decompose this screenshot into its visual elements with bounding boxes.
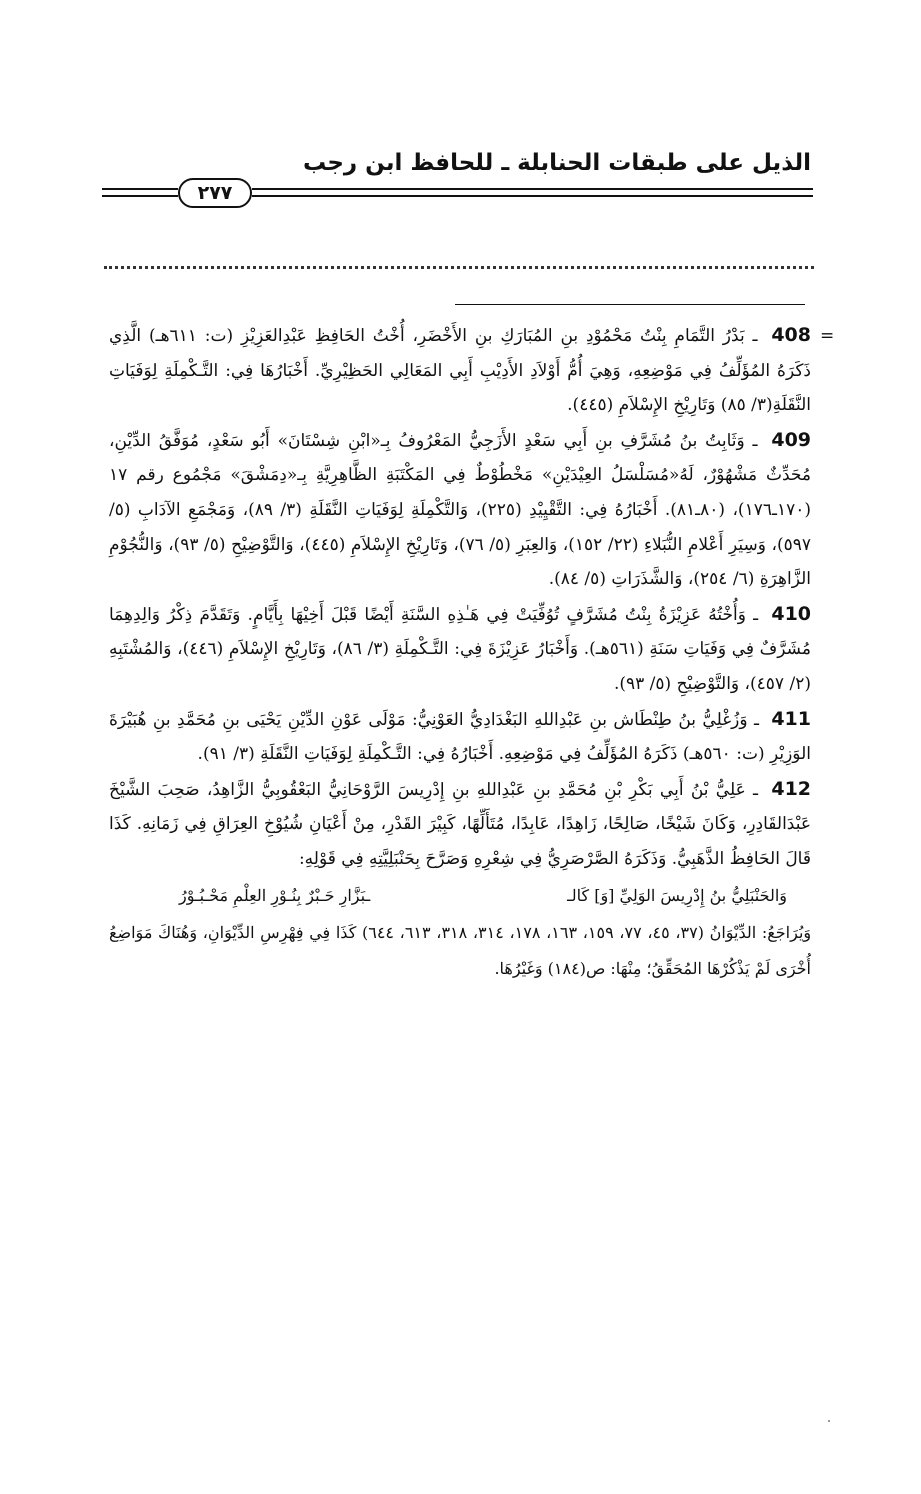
header-rule-right — [252, 188, 813, 197]
page-number: ٢٧٧ — [178, 178, 252, 208]
verse-second-hemistich: ـبَزَّارِ حَـبْرٌ بِنُـوْرِ العِلْمِ مَحْـبُـوْرُ — [179, 885, 371, 905]
entry-number: 411 — [771, 707, 811, 730]
entry-number: 410 — [771, 602, 812, 625]
entry-text: ـ بَدْرُ التَّمَامِ بِنْتُ مَحْمُوْدِ بنِ المُبَارَكِ بنِ الأَخْضَرِ، أُخْتُ الحَافِظِ عَبْدِالعَزِيْزِ (ت: ٦١١هـ) الَّذِي ذَكَرَهُ المُؤَلِّفُ فِي مَوْضِعِهِ، وَهِيَ أُمُّ أَوْلاَدِ الأَدِيْبِ أَبِي المَعَالِي الحَظِيْرِيِّ. أَخْبَارُهَا فِي: التَّـكْمِلَةِ لِوَفَيَاتِ النَّقَلَةِ(٣/ ٨٥) وَتَارِيْخِ الإِسْلاَمِ (٤٤٥). — [109, 326, 811, 416]
header-rule-left — [102, 188, 178, 197]
dotted-separator — [104, 266, 814, 269]
entry-text: ـ وَثَابِتُ بنُ مُشَرَّفِ بنِ أَبِي سَعْدٍ الأَزَجِيُّ المَعْرُوفُ بِـ«ابْنِ شِسْتَانَ» أَبُو سَعْدٍ، مُوَفَّقُ الدِّيْنِ، مُحَدِّثٌ مَشْهُوْرٌ، لَهُ«مُسَلْسَلُ العِيْدَيْنِ» مَخْطُوْطٌ فِي المَكْتَبَةِ الظَّاهِرِيَّةِ بِـ«دِمَشْقَ» مَجْمُوع رقم ١٧ (١٧٠ـ١٧٦)، (٨٠ـ٨١). أَخْبَارُهُ فِي: التَّقْيِيْدِ (٢٢٥)، وَالتَّكْمِلَةِ لِوَفَيَاتِ النَّقَلَةِ (٣/ ٨٩)، وَمَجْمَعِ الآدَابِ (٥/ ٥٩٧)، وَسِيَرِ أَعْلامِ النُّبَلاءِ (٢٢/ ١٥٢)، وَالعِبَرِ (٥/ ٧٦)، وَتَارِيْخِ الإِسْلاَمِ (٤٤٥)، وَالتَّوْضِيْحِ (٥/ ٩٣)، وَالنُّجُوْمِ الزَّاهِرَةِ (٦/ ٢٥٤)، وَالشَّذَرَاتِ (٥/ ٨٤). — [109, 430, 812, 590]
entry-text: ـ وَأُخْتُهُ عَزِيْزَةُ بِنْتُ مُشَرَّفٍ تُوُفِّيَتْ فِي هَـٰذِهِ السَّنَةِ أَيْضًا قَبْلَ أَخِيْهَا بِأَيَّامٍ. وَتَقَدَّمَ ذِكْرُ وَالِدِهِمَا مُشَرَّفٌ فِي وَفَيَاتِ سَنَةِ (٥٦١هـ). وَأَخْبَارُ عَزِيْزَةَ فِي: التَّـكْمِلَةِ (٣/ ٨٦)، وَتَارِيْخِ الإِسْلاَمِ (٤٤٦)، وَالمُشْتَبِهِ (٢/ ٤٥٧)، وَالتَّوْضِيْحِ (٥/ ٩٣). — [109, 604, 811, 694]
entry-409 — [109, 423, 811, 597]
entry-408 — [109, 318, 811, 423]
entry-412 — [109, 772, 811, 877]
entry-text: ـ وَزُغْلِيُّ بنُ طِنْطَاش بنِ عَبْدِاللهِ البَغْدَادِيُّ العَوْنِيُّ: مَوْلَى عَوْنِ الدِّيْنِ يَحْيَى بنِ مُحَمَّدِ بنِ هُبَيْرَةَ الوَزِيْرِ (ت: ٥٦٠هـ) ذَكَرَهُ المُؤَلِّفُ فِي مَوْضِعِهِ. أَخْبَارُهُ فِي: التَّـكْمِلَةِ لِوَفَيَاتِ النَّقَلَةِ (٣/ ٩١). — [109, 709, 811, 765]
running-header-title: الذيل على طبقات الحنابلة ـ للحافظ ابن رجب — [302, 150, 811, 176]
entry-number: 412 — [771, 777, 812, 800]
poetry-verse — [109, 877, 811, 915]
references-note: وَيُرَاجَعُ: الدِّيْوَانُ (٣٧، ٤٥، ٧٧، ١٥٩، ١٦٣، ١٧٨، ٣١٤، ٣١٨، ٦١٣، ٦٤٤) كَذَا فِي فِهْرِسِ الدِّيْوَانِ، وَهُنَاكَ مَوَاضِعُ أُخْرَى لَمْ يَذْكُرْهَا المُحَقِّقُ؛ مِنْهَا: ص(١٨٤) وَغَيْرُهَا. — [109, 922, 812, 978]
footnote-rule — [455, 304, 805, 305]
entry-text: ـ عَلِيُّ بْنُ أَبِي بَكْرِ بْنِ مُحَمَّدِ بنِ عَبْدِاللهِ بنِ إِدْرِيسَ الرَّوْحَانِيُّ البَعْقُوبِيُّ الزَّاهِدُ، صَحِبَ الشَّيْخَ عَبْدَالقَادِرِ، وَكَانَ شَيْخًا، صَالِحًا، زَاهِدًا، عَابِدًا، مُتَأَلِّهًا، كَبِيْرَ القَدْرِ، مِنْ أَعْيَانِ شُيُوْخِ العِرَاقِ فِي زَمَانِهِ. كَذَا قَالَ الحَافِظُ الذَّهَبِيُّ. وَذَكَرَهُ الصَّرْصَرِيُّ فِي شِعْرِهِ وَصَرَّحَ بِحَنْبَلِيَّتِهِ فِي قَوْلِهِ: — [109, 779, 811, 869]
verse-first-hemistich: وَالحَنْبَلِيُّ بنُ إِدْرِيسَ الوَلِيِّ [وَ] كَالـ — [567, 885, 787, 905]
entry-number: 409 — [771, 428, 812, 451]
entry-410 — [109, 597, 811, 702]
entry-411 — [109, 702, 811, 772]
entry-number: 408 — [771, 324, 811, 346]
margin-continuation-mark: = — [820, 326, 835, 346]
footnote-entries — [109, 318, 811, 987]
scan-speck — [828, 1420, 830, 1422]
